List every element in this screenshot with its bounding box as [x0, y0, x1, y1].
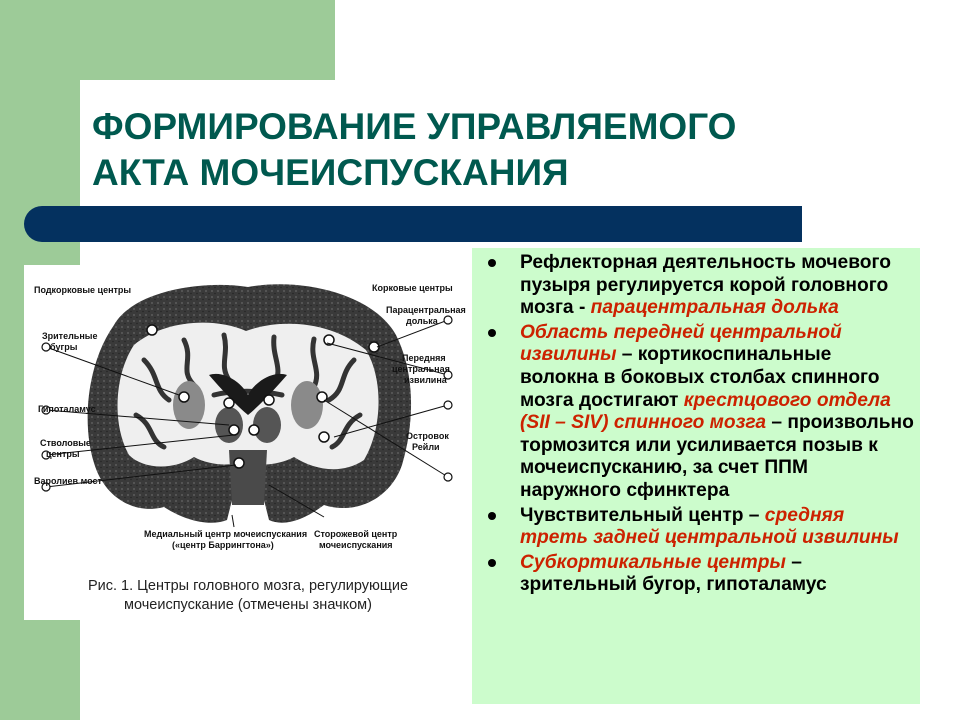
center-marker-icon: [249, 425, 259, 435]
highlighted-text: парацентральная долька: [590, 297, 839, 319]
label-subcortical: Подкорковые центры: [34, 285, 132, 295]
figure-caption-line-2: мочеиспускание (отмечены значком): [124, 597, 372, 613]
figure-caption-line-1: Рис. 1. Центры головного мозга, регулирующие: [87, 578, 409, 594]
brain-figure: [24, 265, 472, 620]
brain-diagram: [24, 265, 472, 620]
center-marker-icon: [319, 432, 329, 442]
label-precentral-2: центральная: [392, 364, 450, 374]
label-thalamus-1: Зрительные: [42, 331, 98, 341]
top-accent-band: [0, 0, 335, 80]
highlighted-text: средняя треть задней центральной извилины: [520, 504, 899, 549]
bullet-item: [486, 322, 914, 503]
highlighted-text: Субкортикальные центры: [520, 551, 786, 573]
highlighted-text: крестцового отдела (SII – SIV) спинного мозга: [520, 389, 891, 434]
label-stem-1: Стволовые: [40, 438, 91, 448]
bullet-text: – произвольно тормозится или усиливается позыв к мочеиспусканию, за счет ППМ наружного сфинктера: [520, 412, 914, 501]
label-precentral-1: Передняя: [402, 353, 446, 363]
slide-title: [92, 104, 892, 196]
bullet-text: Чувствительный центр –: [520, 504, 765, 526]
highlighted-text: Область передней центральной извилины: [520, 321, 842, 366]
label-paracentral-2: долька: [406, 316, 438, 326]
title-divider-bar: [24, 206, 802, 242]
center-marker-icon: [179, 392, 189, 402]
center-marker-icon: [147, 325, 157, 335]
bullet-dot-icon: [488, 259, 496, 267]
label-hypothalamus: Гипоталамус: [38, 404, 96, 414]
bullet-dot-icon: [488, 512, 496, 520]
bullet-dot-icon: [488, 559, 496, 567]
label-thalamus-2: бугры: [50, 342, 78, 352]
bullet-text: – кортикоспинальные волокна в боковых столбах спинного мозга достигают: [520, 344, 880, 411]
label-cortical: Корковые центры: [372, 283, 453, 293]
bullet-item: [486, 252, 914, 320]
label-stem-2: центры: [46, 449, 80, 459]
slide-title-line-1: ФОРМИРОВАНИЕ УПРАВЛЯЕМОГО: [92, 106, 737, 147]
label-guard-1: Сторожевой центр: [314, 529, 398, 539]
center-marker-icon: [264, 395, 274, 405]
bullet-item: [486, 505, 914, 550]
label-pons: Варолиев мост: [34, 476, 102, 486]
label-barrington-2: («центр Баррингтона»): [172, 540, 274, 550]
label-guard-2: мочеиспускания: [319, 540, 393, 550]
bullet-item: [486, 552, 914, 597]
center-marker-icon: [234, 458, 244, 468]
slide-title-line-2: АКТА МОЧЕИСПУСКАНИЯ: [92, 152, 569, 193]
label-insula-1: Островок: [406, 431, 449, 441]
center-marker-icon: [224, 398, 234, 408]
label-barrington-1: Медиальный центр мочеиспускания: [144, 529, 308, 539]
center-marker-icon: [229, 425, 239, 435]
bullet-text-box: [472, 248, 920, 704]
bullet-dot-icon: [488, 329, 496, 337]
label-paracentral-1: Парацентральная: [386, 305, 466, 315]
label-precentral-3: извилина: [404, 375, 447, 385]
bullet-list: [486, 252, 914, 599]
label-insula-2: Рейли: [412, 442, 440, 452]
bullet-text: Рефлекторная деятельность мочевого пузыря регулируется корой головного мозга -: [520, 252, 891, 319]
bullet-text: – зрительный бугор, гипоталамус: [520, 551, 827, 596]
